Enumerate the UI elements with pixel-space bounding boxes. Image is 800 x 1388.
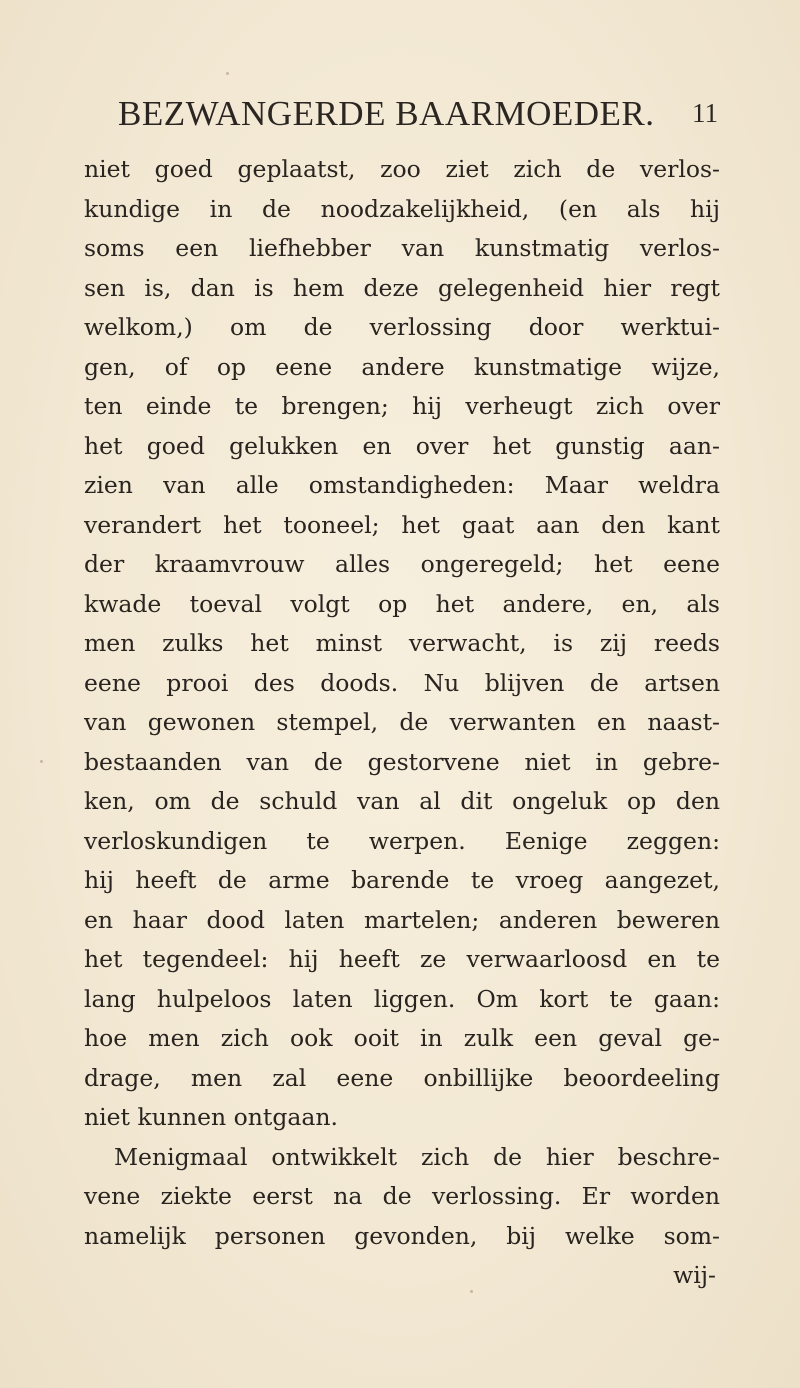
running-title: BEZWANGERDE BAARMOEDER. [118,94,655,133]
paper-speck [470,1290,473,1293]
text-line: der kraamvrouw alles ongeregeld; het eene [84,550,720,578]
text-line: het tegendeel: hij heeft ze verwaarloosd en te [84,945,720,973]
text-line: ten einde te brengen; hij verheugt zich over [84,392,720,420]
text-line: zien van alle omstandigheden: Maar weldra [84,471,720,499]
text-line: bestaanden van de gestorvene niet in gebre- [84,747,720,776]
paper-speck [226,72,229,75]
body-text [84,150,720,1296]
text-line: van gewonen stempel, de verwanten en naast- [84,708,720,736]
text-line: kundige in de noodzakelijkheid, (en als hij [84,194,720,223]
text-line: eene prooi des doods. Nu blijven de artsen [84,668,720,697]
text-line: drage, men zal eene onbillijke beoordeeling [84,1063,720,1092]
page-number: 11 [692,98,718,128]
text-line: het goed gelukken en over het gunstig aan- [84,431,720,460]
text-line: soms een liefhebber van kunstmatig verlos- [84,234,720,262]
text-line: en haar dood laten martelen; anderen beweren [84,905,720,934]
paragraph-end-line: niet kunnen ontgaan. [84,1103,339,1131]
text-line: sen is, dan is hem deze gelegenheid hier regt [84,273,720,302]
text-line: verloskundigen te werpen. Eenige zeggen: [84,826,720,855]
text-line: ken, om de schuld van al dit ongeluk op den [84,787,720,815]
text-line: verandert het tooneel; het gaat aan den kant [84,510,720,539]
running-head [118,94,718,134]
catchword: wij- [673,1261,716,1289]
paragraph-start-line: Menigmaal ontwikkelt zich de hier beschre- [114,1142,720,1171]
text-line: gen, of op eene andere kunstmatige wijze, [84,352,720,381]
text-line: niet goed geplaatst, zoo ziet zich de verlos- [84,155,720,183]
text-line: vene ziekte eerst na de verlossing. Er worden [84,1182,720,1210]
text-line: hoe men zich ook ooit in zulk een geval ge- [84,1024,720,1052]
text-line: kwade toeval volgt op het andere, en, als [84,589,720,618]
text-line: hij heeft de arme barende te vroeg aangezet, [84,866,720,894]
text-line: namelijk personen gevonden, bij welke som- [84,1221,720,1250]
text-line: men zulks het minst verwacht, is zij reeds [84,629,720,657]
text-line: lang hulpeloos laten liggen. Om kort te gaan: [84,984,720,1013]
paper-speck [40,760,43,763]
text-line: welkom,) om de verlossing door werktui- [84,313,720,341]
